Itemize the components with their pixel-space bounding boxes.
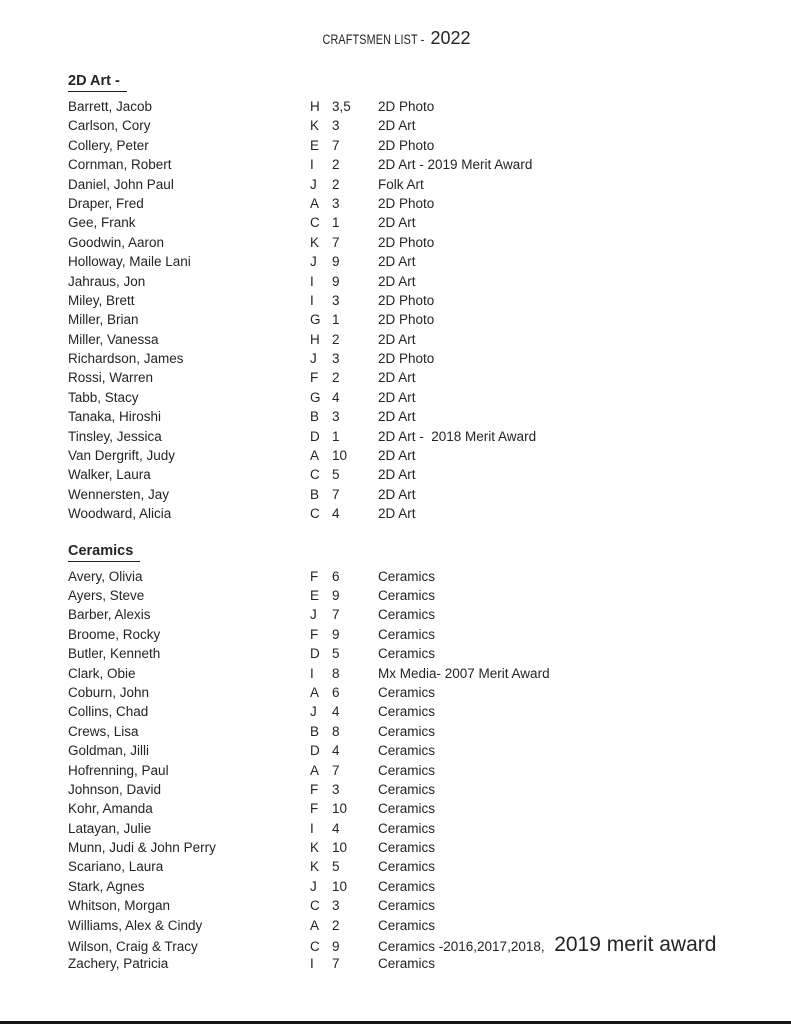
booth-code [310,722,378,741]
booth-number: 10 [332,801,348,817]
craftsman-row [68,368,791,387]
booth-letter: A [310,195,320,211]
booth-letter: F [310,370,319,386]
category: 2D Art [378,448,416,464]
booth-number: 7 [332,486,340,502]
booth-code [310,175,378,194]
page-title-year: 2022 [430,28,471,48]
category: Ceramics [378,762,436,778]
category: Ceramics -2016,2017,2018, [378,939,549,955]
booth-number: 6 [332,684,340,700]
booth-code [310,857,378,876]
category: 2D Art [378,215,416,231]
booth-number: 4 [332,820,340,836]
booth-code [310,799,378,818]
booth-number: 9 [332,939,340,955]
booth-letter: F [310,781,319,797]
booth-code [310,586,378,605]
craftsman-row [68,819,791,838]
booth-code [310,427,378,446]
booth-code [310,368,378,387]
craftsman-name: Miller, Brian [68,312,139,328]
craftsman-row [68,349,791,368]
booth-letter: K [310,859,320,875]
category: Ceramics [378,781,436,797]
craftsman-row [68,933,791,957]
craftsman-row [68,722,791,741]
booth-letter: H [310,99,320,114]
booth-letter: E [310,137,320,153]
category: 2D Photo [378,137,435,153]
booth-letter: E [310,587,320,603]
booth-letter: J [310,351,317,367]
booth-letter: I [310,157,314,173]
booth-code [310,877,378,896]
booth-letter: J [310,254,317,270]
section-heading: Ceramics [68,542,140,562]
booth-code [310,252,378,271]
craftsman-name: Daniel, John Paul [68,176,174,192]
booth-code [310,819,378,838]
craftsman-name: Scariano, Laura [68,859,164,875]
craft-section [68,542,791,974]
category: 2D Art - 2018 Merit Award [378,428,537,444]
craftsman-name: Rossi, Warren [68,370,154,386]
booth-code [310,702,378,721]
category: Ceramics [378,626,436,642]
craftsman-name: Cornman, Robert [68,157,172,173]
category: 2D Photo [378,351,435,367]
category: Ceramics [378,743,436,759]
booth-number: 4 [332,704,340,720]
booth-number: 10 [332,878,348,894]
booth-letter: A [310,917,320,933]
booth-letter: J [310,878,317,894]
category: Ceramics [378,878,436,894]
booth-number: 9 [332,254,340,270]
category: 2D Photo [378,195,435,211]
craftsman-row [68,780,791,799]
booth-code [310,916,378,935]
craftsman-name: Jahraus, Jon [68,273,146,289]
booth-letter: C [310,215,320,231]
booth-number: 2 [332,917,340,933]
booth-code [310,838,378,857]
booth-letter: J [310,176,317,192]
booth-code [310,625,378,644]
booth-code [310,446,378,465]
craftsman-row [68,155,791,174]
booth-number: 4 [332,743,340,759]
craftsman-row [68,761,791,780]
booth-number: 4 [332,506,340,522]
booth-letter: A [310,448,320,464]
booth-letter: B [310,409,320,425]
booth-number: 7 [332,137,340,153]
booth-letter: I [310,292,314,308]
craftsman-name: Barrett, Jacob [68,99,153,114]
craftsman-name: Butler, Kenneth [68,646,161,662]
booth-number: 1 [332,312,340,328]
booth-number: 2 [332,176,340,192]
craftsman-name: Hofrenning, Paul [68,762,169,778]
booth-number: 3 [332,781,340,797]
category: 2D Photo [378,292,435,308]
craftsman-name: Collins, Chad [68,704,149,720]
craftsman-name: Miller, Vanessa [68,331,159,347]
craftsman-row [68,485,791,504]
craftsman-name: Tanaka, Hiroshi [68,409,162,425]
category: Ceramics [378,840,436,856]
craftsman-name: Coburn, John [68,684,150,700]
booth-letter: J [310,704,317,720]
craftsman-row [68,213,791,232]
booth-letter: D [310,646,320,662]
craftsman-row [68,310,791,329]
craftsman-row [68,272,791,291]
category: 2D Photo [378,312,435,328]
booth-code [310,136,378,155]
craftsman-name: Latayan, Julie [68,820,152,836]
craftsman-name: Gee, Frank [68,215,136,231]
booth-code [310,194,378,213]
category: Ceramics [378,607,436,623]
booth-code [310,741,378,760]
booth-code [310,349,378,368]
craftsman-row [68,330,791,349]
booth-number: 1 [332,428,340,444]
craftsman-name: Whitson, Morgan [68,898,171,914]
booth-number: 3 [332,292,340,308]
category: 2D Art [378,254,416,270]
craftsman-row [68,877,791,896]
craftsman-name: Carlson, Cory [68,118,151,134]
category: Folk Art [378,176,424,192]
section-heading: 2D Art - [68,72,127,92]
category: Ceramics [378,801,436,817]
craftsman-row [68,896,791,915]
booth-letter: I [310,820,314,836]
craftsman-row [68,625,791,644]
category: Ceramics [378,859,436,875]
booth-code [310,954,378,973]
category: 2D Art [378,331,416,347]
craftsman-row [68,233,791,252]
booth-letter: C [310,898,320,914]
category: 2D Art [378,467,416,483]
booth-letter: K [310,840,320,856]
craftsman-name: Goodwin, Aaron [68,234,165,250]
craftsman-name: Van Dergrift, Judy [68,448,176,464]
craftsman-row [68,252,791,271]
booth-code [310,465,378,484]
booth-letter: F [310,801,319,817]
craftsman-name: Walker, Laura [68,467,151,483]
craftsman-row [68,954,791,973]
booth-code [310,504,378,523]
craftsman-row [68,97,791,116]
craftsman-row [68,175,791,194]
booth-number: 3,5 [332,99,351,114]
craftsman-row [68,446,791,465]
booth-code [310,605,378,624]
booth-code [310,291,378,310]
booth-number: 5 [332,467,340,483]
craftsman-row [68,586,791,605]
booth-code [310,310,378,329]
category: Ceramics [378,568,436,584]
booth-number: 3 [332,195,340,211]
booth-code [310,330,378,349]
craftsman-row [68,799,791,818]
craftsman-name: Barber, Alexis [68,607,151,623]
booth-code [310,213,378,232]
booth-number: 2 [332,331,340,347]
category: Ceramics [378,684,436,700]
craftsman-name: Clark, Obie [68,665,136,681]
booth-code [310,97,378,116]
category: Ceramics [378,723,436,739]
craftsman-row [68,741,791,760]
craftsman-row [68,664,791,683]
booth-letter: C [310,506,320,522]
booth-number: 3 [332,351,340,367]
craftsman-name: Kohr, Amanda [68,801,153,817]
category: Ceramics [378,956,436,972]
booth-code [310,155,378,174]
booth-code [310,780,378,799]
booth-code [310,761,378,780]
booth-number: 2 [332,157,340,173]
booth-number: 8 [332,723,340,739]
category: 2D Art [378,409,416,425]
booth-letter: I [310,273,314,289]
booth-letter: H [310,331,320,347]
booth-letter: D [310,428,320,444]
craftsman-name: Wilson, Craig & Tracy [68,939,198,955]
craftsman-name: Collery, Peter [68,137,149,153]
craftsman-row [68,605,791,624]
category: 2D Art [378,506,416,522]
craftsman-row [68,857,791,876]
craftsman-row [68,567,791,586]
booth-number: 5 [332,646,340,662]
booth-code [310,683,378,702]
booth-code [310,388,378,407]
category: Ceramics [378,646,436,662]
booth-letter: G [310,312,321,328]
section-rows [68,567,791,974]
category: Ceramics [378,917,436,933]
booth-letter: A [310,762,320,778]
craftsman-row [68,427,791,446]
craftsman-name: Munn, Judi & John Perry [68,840,216,856]
craftsman-name: Miley, Brett [68,292,135,308]
booth-code [310,567,378,586]
craftsman-row [68,504,791,523]
craftsman-row [68,838,791,857]
craftsman-name: Johnson, David [68,781,162,797]
category: 2D Art [378,486,416,502]
category: Ceramics [378,704,436,720]
craftsman-name: Ayers, Steve [68,587,145,603]
booth-code [310,233,378,252]
craftsman-row [68,702,791,721]
booth-number: 9 [332,587,340,603]
booth-letter: B [310,723,320,739]
booth-letter: C [310,939,320,955]
booth-number: 2 [332,370,340,386]
craftsmen-list [0,72,791,974]
booth-code [310,407,378,426]
category: 2D Art [378,273,416,289]
booth-letter: K [310,234,320,250]
craftsman-name: Tabb, Stacy [68,389,139,405]
booth-number: 7 [332,762,340,778]
booth-number: 9 [332,273,340,289]
craftsman-name: Draper, Fred [68,195,144,211]
booth-number: 3 [332,898,340,914]
craftsman-row [68,683,791,702]
craftsman-name: Stark, Agnes [68,878,145,894]
craftsman-name: Crews, Lisa [68,723,139,739]
booth-letter: F [310,568,319,584]
craftsman-row [68,116,791,135]
craftsman-row [68,194,791,213]
booth-code [310,664,378,683]
booth-number: 3 [332,409,340,425]
craftsman-name: Goldman, Jilli [68,743,150,759]
booth-number: 1 [332,215,340,231]
craftsman-row [68,644,791,663]
booth-letter: A [310,684,320,700]
category: Ceramics [378,587,436,603]
craftsman-row [68,136,791,155]
craftsman-name: Wennersten, Jay [68,486,170,502]
category: 2D Art [378,389,416,405]
booth-letter: D [310,743,320,759]
category: 2D Art [378,370,416,386]
booth-number: 5 [332,859,340,875]
craftsman-row [68,388,791,407]
booth-number: 3 [332,118,340,134]
section-rows [68,97,791,524]
booth-code [310,485,378,504]
booth-number: 9 [332,626,340,642]
craftsman-row [68,465,791,484]
booth-number: 10 [332,840,348,856]
craftsman-name: Zachery, Patricia [68,956,169,972]
category: 2D Photo [378,234,435,250]
category: Ceramics [378,820,436,836]
craftsman-row [68,407,791,426]
booth-number: 7 [332,956,340,972]
category: 2D Photo [378,99,435,114]
booth-code [310,896,378,915]
page-title-text: CRAFTSMEN LIST - [322,32,424,47]
craftsman-name: Broome, Rocky [68,626,161,642]
category: Mx Media- 2007 Merit Award [378,665,550,681]
booth-letter: C [310,467,320,483]
craftsman-row [68,291,791,310]
booth-letter: I [310,956,314,972]
booth-letter: K [310,118,320,134]
booth-code [310,272,378,291]
craftsman-name: Woodward, Alicia [68,506,172,522]
category: 2D Art [378,118,416,134]
booth-letter: G [310,389,321,405]
booth-letter: B [310,486,320,502]
booth-number: 4 [332,389,340,405]
craftsman-name: Holloway, Maile Lani [68,254,191,270]
booth-letter: I [310,665,314,681]
craft-section [68,72,791,524]
booth-number: 7 [332,607,340,623]
category: 2D Art - 2019 Merit Award [378,157,533,173]
booth-code [310,116,378,135]
booth-letter: J [310,607,317,623]
booth-number: 8 [332,665,340,681]
category: Ceramics [378,898,436,914]
booth-number: 7 [332,234,340,250]
booth-number: 6 [332,568,340,584]
booth-number: 10 [332,448,348,464]
craftsman-name: Williams, Alex & Cindy [68,917,203,933]
booth-letter: F [310,626,319,642]
craftsman-name: Tinsley, Jessica [68,428,162,444]
page-title [0,0,779,49]
booth-code [310,644,378,663]
craftsman-name: Richardson, James [68,351,184,367]
category-award-suffix: 2019 merit award [548,933,717,957]
craftsman-name: Avery, Olivia [68,568,143,584]
